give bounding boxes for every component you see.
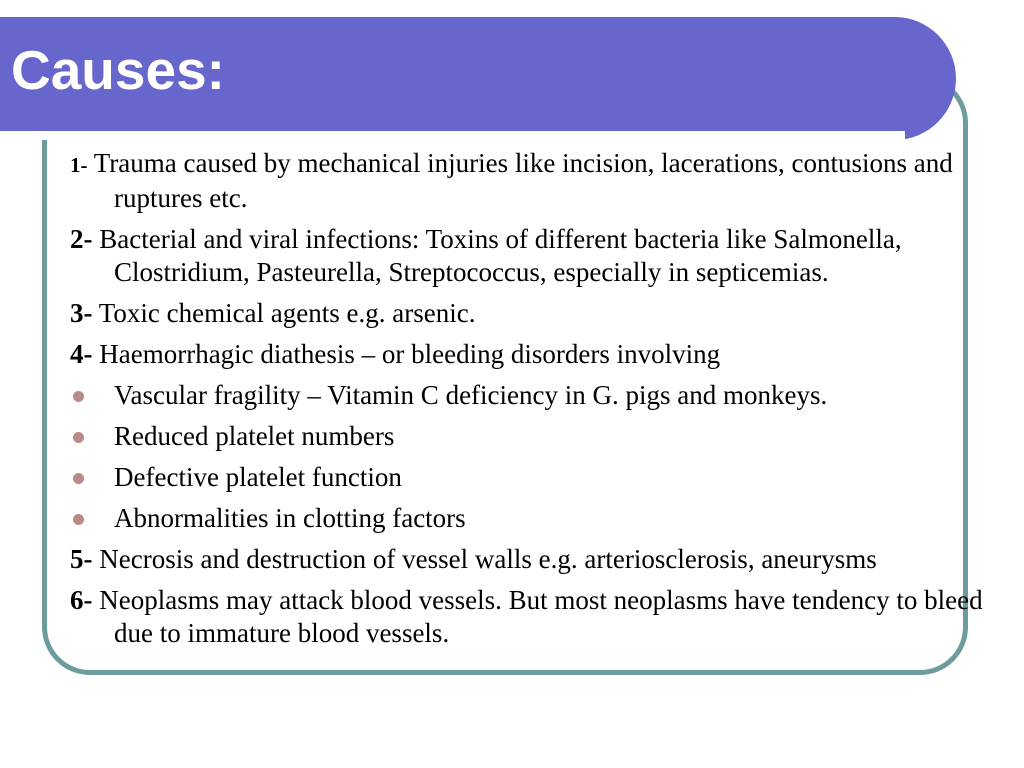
cause-text: Trauma caused by mechanical injuries like incision, lacerations, contusions and ruptures etc. [87, 148, 953, 213]
cause-text: Bacterial and viral infections: Toxins of different bacteria like Salmonella, Clostridium, Pasteurella, Streptococcus, especially in septicemias. [92, 224, 902, 287]
cause-item-4 [70, 338, 1020, 371]
bullet-text: Defective platelet function [114, 462, 402, 492]
cause-number: 4- [70, 339, 93, 369]
bullet-dot-icon [73, 473, 84, 484]
cause-number: 1- [70, 153, 88, 177]
title-underline [0, 131, 905, 140]
cause-item-5 [70, 543, 1020, 576]
bullet-text: Reduced platelet numbers [114, 421, 395, 451]
bullet-text: Abnormalities in clotting factors [114, 503, 466, 533]
cause-item-1 [70, 147, 1020, 215]
bullet-dot-icon [73, 514, 84, 525]
cause-number: 2- [70, 224, 93, 254]
bullet-dot-icon [73, 391, 84, 402]
sub-bullet-1 [70, 379, 1020, 412]
cause-item-6 [70, 584, 1020, 650]
slide-title: Causes: [11, 39, 225, 101]
cause-number: 5- [70, 544, 93, 574]
causes-list [70, 147, 1020, 658]
sub-bullet-3 [70, 461, 1020, 494]
cause-text: Neoplasms may attack blood vessels. But most neoplasms have tendency to bleed due to immature blood vessels. [92, 585, 983, 648]
cause-item-2 [70, 223, 1020, 289]
bullet-text: Vascular fragility – Vitamin C deficiency in G. pigs and monkeys. [114, 380, 828, 410]
cause-text: Toxic chemical agents e.g. arsenic. [92, 298, 476, 328]
bullet-dot-icon [73, 432, 84, 443]
cause-text: Necrosis and destruction of vessel walls e.g. arteriosclerosis, aneurysms [92, 544, 877, 574]
cause-number: 3- [70, 298, 93, 328]
cause-text: Haemorrhagic diathesis – or bleeding disorders involving [92, 339, 721, 369]
sub-bullet-2 [70, 420, 1020, 453]
cause-number: 6- [70, 585, 93, 615]
cause-item-3 [70, 297, 1020, 330]
sub-bullet-4 [70, 502, 1020, 535]
